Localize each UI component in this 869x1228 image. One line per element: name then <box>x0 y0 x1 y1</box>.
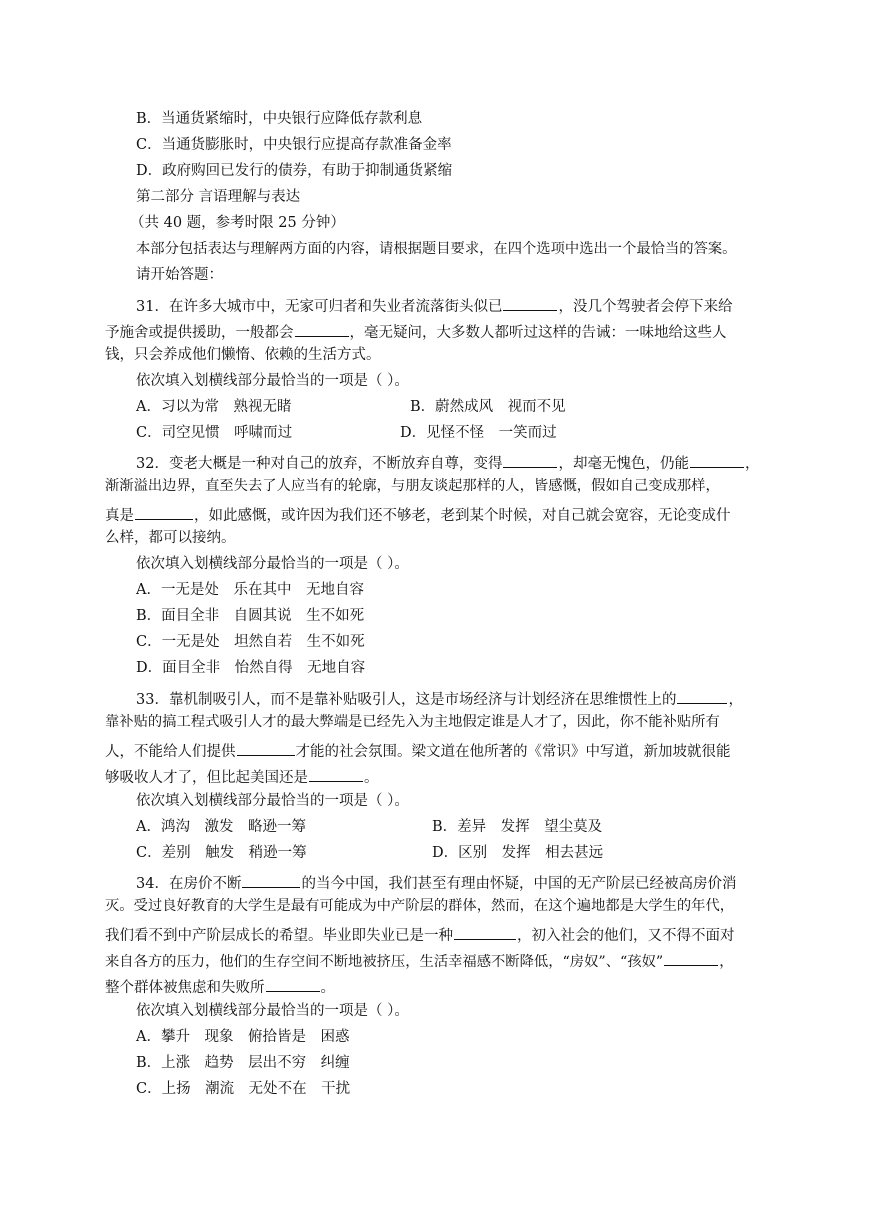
section-subtitle: （共 40 题，参考时限 25 分钟） <box>130 215 345 231</box>
q33-blank-3 <box>309 767 363 782</box>
q31-blank-1 <box>503 296 557 311</box>
q34-prompt: 依次填入划横线部分最恰当的一项是（ ）。 <box>136 1003 409 1019</box>
q32-option-a: A．一无是处 乐在其中 无地自容 <box>136 582 364 598</box>
section-intro: 本部分包括表达与理解两方面的内容，请根据题目要求，在四个选项中选出一个最恰当的答案。 <box>136 241 737 257</box>
q33-blank-1 <box>677 689 727 704</box>
q31-prompt: 依次填入划横线部分最恰当的一项是（ ）。 <box>136 373 409 389</box>
q32-line-4: 么样，都可以接纳。 <box>105 530 236 546</box>
q33-option-c: C．差别 触发 稍逊一筹 <box>136 845 307 861</box>
q34-blank-3 <box>664 951 718 966</box>
q32-prompt: 依次填入划横线部分最恰当的一项是（ ）。 <box>136 556 409 572</box>
q32-option-d: D．面目全非 怡然自得 无地自容 <box>136 660 366 676</box>
prev-option-c: C．当通货膨胀时，中央银行应提高存款准备金率 <box>136 137 452 153</box>
prev-option-b: B．当通货紧缩时，中央银行应降低存款利息 <box>136 111 423 127</box>
q34-line-4: 来自各方的压力，他们的生存空间不断地被挤压，生活幸福感不断降低，“房奴”、“孩奴” ， <box>105 951 734 969</box>
q31-option-b: B．蔚然成风 视而不见 <box>410 399 566 415</box>
q32-option-c: C．一无是处 坦然自若 生不如死 <box>136 634 365 650</box>
q34-line-2: 灭。受过良好教育的大学生是最有可能成为中产阶层的群体，然而，在这个遍地都是大学生的年代， <box>105 898 735 914</box>
q32-line-3: 真是 ，如此感慨，或许因为我们还不够老，老到某个时候，对自己就会宽容，无论变成什 <box>105 505 731 524</box>
q33-option-a: A．鸿沟 激发 略逊一筹 <box>136 819 306 835</box>
q33-blank-2 <box>237 741 295 756</box>
q33-line-1: 33．靠机制吸引人，而不是靠补贴吸引人，这是市场经济与计划经济在思维惯性上的 ， <box>136 689 743 708</box>
q32-line-2: 渐渐溢出边界，直至失去了人应当有的轮廓，与朋友谈起那样的人，皆感慨，假如自己变成那样， <box>105 478 720 494</box>
q34-blank-2 <box>454 925 516 940</box>
q31-option-a: A．习以为常 熟视无睹 <box>136 399 292 415</box>
q33-option-b: B．差异 发挥 望尘莫及 <box>432 819 603 835</box>
q34-blank-4 <box>266 977 320 992</box>
q33-line-3: 人，不能给人们提供 才能的社会氛围。梁文道在他所著的《常识》中写道，新加坡就很能 <box>105 741 731 760</box>
q31-option-d: D．见怪不怪 一笑而过 <box>400 425 557 441</box>
q33-line-4: 够吸收人才了，但比起美国还是 。 <box>105 767 379 786</box>
q32-blank-2 <box>690 453 744 468</box>
q33-option-d: D．区别 发挥 相去甚远 <box>432 845 604 861</box>
q31-line-3: 钱，只会养成他们懒惰、依赖的生活方式。 <box>105 347 381 363</box>
section-title: 第二部分 言语理解与表达 <box>136 189 301 205</box>
q31-line-2: 予施舍或提供援助，一般都会 ，毫无疑问，大多数人都听过这样的告诫：一味地给这些人 <box>105 322 727 341</box>
q32-line-1: 32．变老大概是一种对自己的放弃，不断放弃自尊，变得 ，却毫无愧色，仍能 ， <box>136 453 759 472</box>
q31-option-c: C．司空见惯 呼啸而过 <box>136 425 293 441</box>
q32-option-b: B．面目全非 自圆其说 生不如死 <box>136 608 365 624</box>
q32-blank-3 <box>135 505 193 520</box>
section-start: 请开始答题： <box>136 267 223 283</box>
q33-line-2: 靠补贴的搞工程式吸引人才的最大弊端是已经先入为主地假定谁是人才了，因此，你不能补贴所有 <box>105 714 720 730</box>
q31-blank-2 <box>295 322 349 337</box>
q32-blank-1 <box>503 453 557 468</box>
q31-line-1: 31．在许多大城市中，无家可归者和失业者流落街头似已 ，没几个驾驶者会停下来给 <box>136 296 732 315</box>
q34-option-c: C．上扬 潮流 无处不在 干扰 <box>136 1081 351 1097</box>
prev-option-d: D．政府购回已发行的债券，有助于抑制通货紧缩 <box>136 163 453 179</box>
q34-line-3: 我们看不到中产阶层成长的希望。毕业即失业已是一种 ，初入社会的他们，又不得不面对 <box>105 925 735 944</box>
q34-option-b: B．上涨 趋势 层出不穷 纠缠 <box>136 1055 350 1071</box>
q34-blank-1 <box>242 873 300 888</box>
q33-prompt: 依次填入划横线部分最恰当的一项是（ ）。 <box>136 793 409 809</box>
q34-option-a: A．攀升 现象 俯拾皆是 困惑 <box>136 1029 350 1045</box>
q34-line-1: 34．在房价不断 的当今中国，我们甚至有理由怀疑，中国的无产阶层已经被高房价消 <box>136 873 736 892</box>
q34-line-5: 整个群体被焦虑和失败所 。 <box>105 977 335 996</box>
